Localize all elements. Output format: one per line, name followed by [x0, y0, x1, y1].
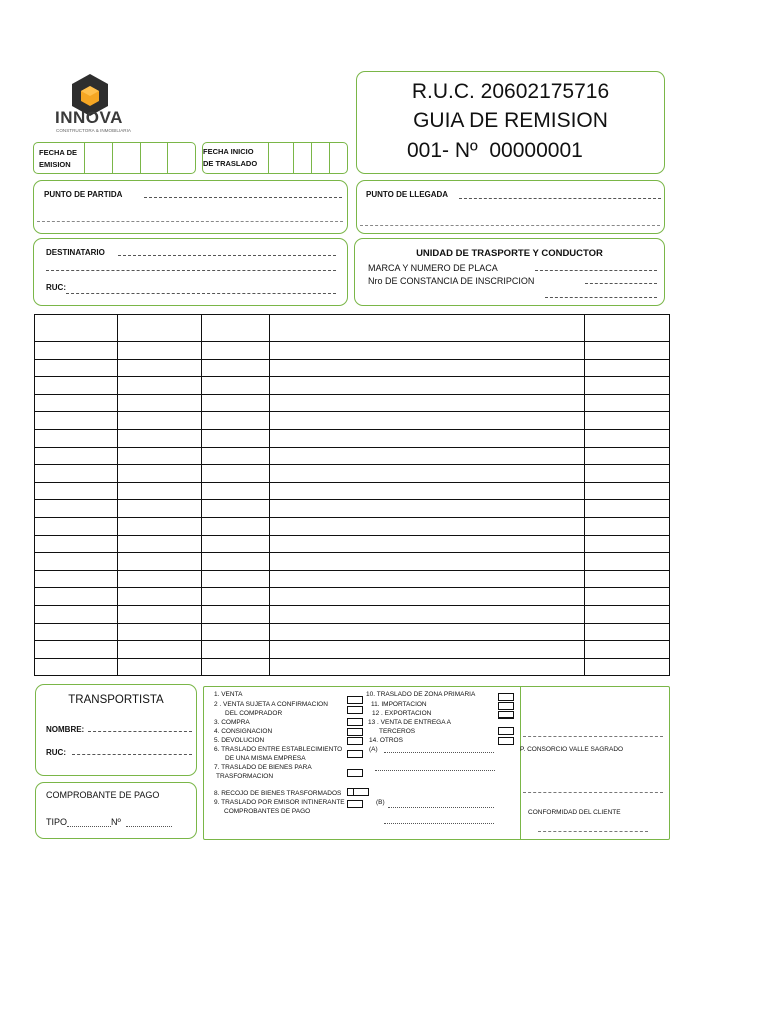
table-cell[interactable]: [117, 342, 201, 360]
punto-partida-label: PUNTO DE PARTIDA: [44, 190, 123, 199]
conformidad-label: CONFORMIDAD DEL CLIENTE: [528, 809, 621, 816]
table-cell[interactable]: [269, 570, 585, 588]
table-cell[interactable]: [585, 447, 670, 465]
table-row: [35, 623, 670, 641]
table-cell[interactable]: [585, 605, 670, 623]
table-cell[interactable]: [585, 535, 670, 553]
firma-empresa-line[interactable]: [523, 736, 663, 737]
firma-divider: [520, 687, 521, 839]
table-cell[interactable]: [585, 641, 670, 659]
table-cell[interactable]: [201, 377, 269, 395]
punto-partida-box[interactable]: [33, 180, 348, 234]
table-cell[interactable]: [117, 394, 201, 412]
table-cell[interactable]: [269, 641, 585, 659]
table-cell[interactable]: [117, 359, 201, 377]
table-cell[interactable]: [117, 517, 201, 535]
table-row: [35, 588, 670, 606]
table-cell[interactable]: [269, 605, 585, 623]
table-cell[interactable]: [117, 465, 201, 483]
table-row: [35, 377, 670, 395]
table-row: [35, 517, 670, 535]
table-row: [35, 535, 670, 553]
table-header-row: [35, 315, 670, 342]
unidad-transporte-title: UNIDAD DE TRASPORTE Y CONDUCTOR: [416, 248, 603, 259]
table-cell[interactable]: [269, 342, 585, 360]
table-cell[interactable]: [201, 605, 269, 623]
ruc-number: R.U.C. 20602175716: [411, 80, 610, 103]
table-cell[interactable]: [201, 553, 269, 571]
table-cell[interactable]: [585, 412, 670, 430]
document-type: GUIA DE REMISION: [413, 109, 608, 132]
destinatario-line-2[interactable]: [46, 270, 336, 271]
motivo-item-label: 1. VENTA: [214, 691, 243, 698]
motivo-checkbox[interactable]: [498, 727, 514, 735]
table-cell[interactable]: [201, 570, 269, 588]
company-logo: [50, 72, 140, 137]
table-row: [35, 394, 670, 412]
table-cell[interactable]: [269, 465, 585, 483]
table-cell[interactable]: [269, 500, 585, 518]
motivo-item-label: 7. TRASLADO DE BIENES PARA: [214, 764, 312, 771]
table-cell[interactable]: [201, 447, 269, 465]
motivo-checkbox[interactable]: [498, 702, 514, 710]
table-cell[interactable]: [117, 315, 201, 342]
table-row: [35, 359, 670, 377]
fecha-emision-cells[interactable]: [84, 143, 195, 173]
table-cell[interactable]: [117, 570, 201, 588]
table-cell[interactable]: [585, 315, 670, 342]
table-cell[interactable]: [35, 658, 118, 676]
table-cell[interactable]: [35, 641, 118, 659]
table-row: [35, 641, 670, 659]
table-cell[interactable]: [117, 588, 201, 606]
fecha-inicio-box: [202, 142, 348, 174]
table-cell[interactable]: [117, 377, 201, 395]
motivo-checkbox[interactable]: [347, 769, 363, 777]
motivo-item-label: 4. CONSIGNACION: [214, 728, 273, 735]
table-cell[interactable]: [117, 553, 201, 571]
table-cell[interactable]: [269, 377, 585, 395]
table-cell[interactable]: [201, 641, 269, 659]
motivo-item-label: COMPROBANTES DE PAGO: [224, 808, 311, 815]
table-cell[interactable]: [35, 605, 118, 623]
table-row: [35, 412, 670, 430]
table-cell[interactable]: [585, 658, 670, 676]
table-row: [35, 658, 670, 676]
motivo-checkbox[interactable]: [347, 706, 363, 714]
table-cell[interactable]: [117, 535, 201, 553]
fecha-emision-label: FECHA DE EMISION: [39, 148, 78, 169]
table-cell[interactable]: [201, 465, 269, 483]
motivo-item-label: 12 . EXPORTACION: [372, 710, 432, 717]
table-cell[interactable]: [269, 429, 585, 447]
comprobante-numero-label: Nº: [111, 817, 121, 827]
table-cell[interactable]: [201, 535, 269, 553]
destinatario-ruc-label: RUC:: [46, 283, 66, 292]
table-cell[interactable]: [585, 359, 670, 377]
destinatario-box: [33, 238, 348, 306]
motivo-checkbox[interactable]: [498, 737, 514, 745]
table-row: [35, 342, 670, 360]
table-cell[interactable]: [585, 465, 670, 483]
fecha-inicio-cells[interactable]: [268, 143, 347, 173]
motivo-item-label: DE UNA MISMA EMPRESA: [225, 755, 306, 762]
motivo-checkbox[interactable]: [347, 718, 363, 726]
motivo-otros-line[interactable]: [388, 807, 494, 808]
punto-partida-line-2: [37, 221, 343, 222]
motivo-item-label: 5. DEVOLUCION: [214, 737, 265, 744]
motivo-otros-line[interactable]: [375, 770, 495, 771]
table-cell[interactable]: [269, 315, 585, 342]
table-cell[interactable]: [585, 394, 670, 412]
table-cell[interactable]: [201, 517, 269, 535]
table-row: [35, 482, 670, 500]
table-cell[interactable]: [201, 588, 269, 606]
ruc-header-box: [356, 71, 665, 174]
table-cell[interactable]: [117, 623, 201, 641]
motivo-item-label: (B): [376, 799, 385, 806]
table-cell[interactable]: [201, 658, 269, 676]
table-cell[interactable]: [35, 465, 118, 483]
motivo-checkbox[interactable]: [347, 750, 363, 758]
items-table: [34, 314, 670, 676]
placa-label: MARCA Y NUMERO DE PLACA: [368, 263, 498, 273]
table-cell[interactable]: [35, 517, 118, 535]
punto-llegada-label: PUNTO DE LLEGADA: [366, 190, 449, 199]
motivo-checkbox[interactable]: [353, 788, 369, 796]
punto-llegada-box[interactable]: [356, 180, 665, 234]
motivo-item-label: 6. TRASLADO ENTRE ESTABLECIMIENTO: [214, 746, 343, 753]
motivo-otros-line[interactable]: [384, 752, 494, 753]
table-cell[interactable]: [201, 623, 269, 641]
table-row: [35, 605, 670, 623]
motivo-checkbox[interactable]: [498, 711, 514, 719]
comprobante-tipo-line[interactable]: [67, 826, 111, 827]
table-row: [35, 500, 670, 518]
table-row: [35, 570, 670, 588]
motivo-checkbox[interactable]: [498, 693, 514, 701]
punto-llegada-line-2: [360, 225, 660, 226]
conformidad-line[interactable]: [523, 792, 663, 793]
table-cell[interactable]: [117, 605, 201, 623]
table-cell[interactable]: [35, 315, 118, 342]
table-cell[interactable]: [585, 588, 670, 606]
table-cell[interactable]: [269, 553, 585, 571]
table-row: [35, 553, 670, 571]
table-cell[interactable]: [585, 553, 670, 571]
table-cell[interactable]: [585, 517, 670, 535]
constancia-line[interactable]: [585, 283, 657, 284]
table-row: [35, 465, 670, 483]
table-cell[interactable]: [35, 377, 118, 395]
table-cell[interactable]: [201, 359, 269, 377]
motivo-checkbox[interactable]: [347, 800, 363, 808]
motivo-item-label: 10. TRASLADO DE ZONA PRIMARIA: [366, 691, 476, 698]
fecha-inicio-label: FECHA INICIO DE TRASLADO: [203, 147, 258, 168]
motivo-item-label: TRASFORMACION: [216, 773, 274, 780]
table-cell[interactable]: [269, 394, 585, 412]
comprobante-title: COMPROBANTE DE PAGO: [46, 790, 160, 800]
table-cell[interactable]: [269, 517, 585, 535]
motivo-item-label: 8. RECOJO DE BIENES TRASFORMADOS: [214, 790, 342, 797]
table-cell[interactable]: [201, 315, 269, 342]
table-cell[interactable]: [585, 623, 670, 641]
motivo-item-label: 3. COMPRA: [214, 719, 250, 726]
destinatario-ruc-line[interactable]: [66, 293, 336, 294]
table-cell[interactable]: [35, 342, 118, 360]
motivo-otros-line[interactable]: [384, 823, 494, 824]
table-cell[interactable]: [269, 658, 585, 676]
table-cell[interactable]: [201, 429, 269, 447]
logo-tagline: CONSTRUCTORA & INMOBILIARIA: [56, 128, 131, 133]
transportista-ruc-label: RUC:: [46, 748, 66, 757]
table-cell[interactable]: [35, 570, 118, 588]
table-cell[interactable]: [269, 623, 585, 641]
table-cell[interactable]: [585, 482, 670, 500]
document-series: 001- Nº 00000001: [407, 139, 583, 162]
comprobante-numero-line[interactable]: [126, 826, 172, 827]
motivo-item-label: 11. IMPORTACION: [371, 701, 427, 708]
motivo-checkbox[interactable]: [347, 728, 363, 736]
transportista-title: TRANSPORTISTA: [68, 694, 164, 706]
table-cell[interactable]: [35, 394, 118, 412]
transportista-ruc-line[interactable]: [72, 754, 192, 755]
table-cell[interactable]: [585, 570, 670, 588]
table-row: [35, 429, 670, 447]
table-cell[interactable]: [117, 429, 201, 447]
table-cell[interactable]: [35, 412, 118, 430]
table-cell[interactable]: [117, 412, 201, 430]
motivo-item-label: TERCEROS: [379, 728, 416, 735]
table-cell[interactable]: [585, 377, 670, 395]
table-cell[interactable]: [269, 447, 585, 465]
table-cell[interactable]: [35, 553, 118, 571]
table-cell[interactable]: [585, 429, 670, 447]
table-cell[interactable]: [35, 588, 118, 606]
fecha-emision-box: [33, 142, 196, 174]
motivo-checkbox[interactable]: [347, 737, 363, 745]
placa-line[interactable]: [535, 270, 657, 271]
table-row: [35, 447, 670, 465]
table-cell[interactable]: [269, 588, 585, 606]
punto-partida-line: [144, 197, 342, 198]
comprobante-pago-box: [35, 782, 197, 839]
comprobante-tipo-label: TIPO: [46, 817, 68, 827]
constancia-line-2[interactable]: [545, 297, 657, 298]
table-cell[interactable]: [35, 429, 118, 447]
destinatario-line[interactable]: [118, 255, 336, 256]
table-cell[interactable]: [117, 447, 201, 465]
table-cell[interactable]: [201, 482, 269, 500]
logo-wordmark: INNOVA: [55, 108, 123, 127]
conformidad-line-2[interactable]: [538, 831, 648, 832]
table-cell[interactable]: [201, 500, 269, 518]
table-cell[interactable]: [35, 623, 118, 641]
transportista-nombre-label: NOMBRE:: [46, 725, 85, 734]
motivo-item-label: DEL COMPRADOR: [225, 710, 283, 717]
table-cell[interactable]: [201, 412, 269, 430]
firma-empresa-label: P. CONSORCIO VALLE SAGRADO: [520, 746, 624, 753]
table-cell[interactable]: [201, 394, 269, 412]
table-cell[interactable]: [117, 641, 201, 659]
motivo-item-label: 13 . VENTA DE ENTREGA A: [368, 719, 451, 726]
table-cell[interactable]: [35, 359, 118, 377]
unidad-transporte-box: [354, 238, 665, 306]
destinatario-label: DESTINATARIO: [46, 248, 105, 257]
table-cell[interactable]: [585, 342, 670, 360]
table-cell[interactable]: [269, 482, 585, 500]
table-cell[interactable]: [35, 500, 118, 518]
punto-llegada-line: [459, 198, 661, 199]
table-cell[interactable]: [269, 359, 585, 377]
motivo-item-label: 14. OTROS: [369, 737, 403, 744]
table-cell[interactable]: [35, 535, 118, 553]
motivo-item-label: 9. TRASLADO POR EMISOR INTINERANTE: [214, 799, 345, 806]
constancia-label: Nro DE CONSTANCIA DE INSCRIPCION: [368, 276, 535, 286]
motivo-item-label: (A): [369, 746, 378, 753]
table-cell[interactable]: [201, 342, 269, 360]
table-cell[interactable]: [117, 500, 201, 518]
table-cell[interactable]: [269, 412, 585, 430]
table-cell[interactable]: [117, 482, 201, 500]
table-cell[interactable]: [35, 447, 118, 465]
table-cell[interactable]: [585, 500, 670, 518]
transportista-box: [35, 684, 197, 776]
table-cell[interactable]: [35, 482, 118, 500]
table-cell[interactable]: [269, 535, 585, 553]
table-cell[interactable]: [117, 658, 201, 676]
motivo-item-label: 2 . VENTA SUJETA A CONFIRMACION: [214, 701, 328, 708]
transportista-nombre-line[interactable]: [88, 731, 192, 732]
motivo-checkbox[interactable]: [347, 696, 363, 704]
